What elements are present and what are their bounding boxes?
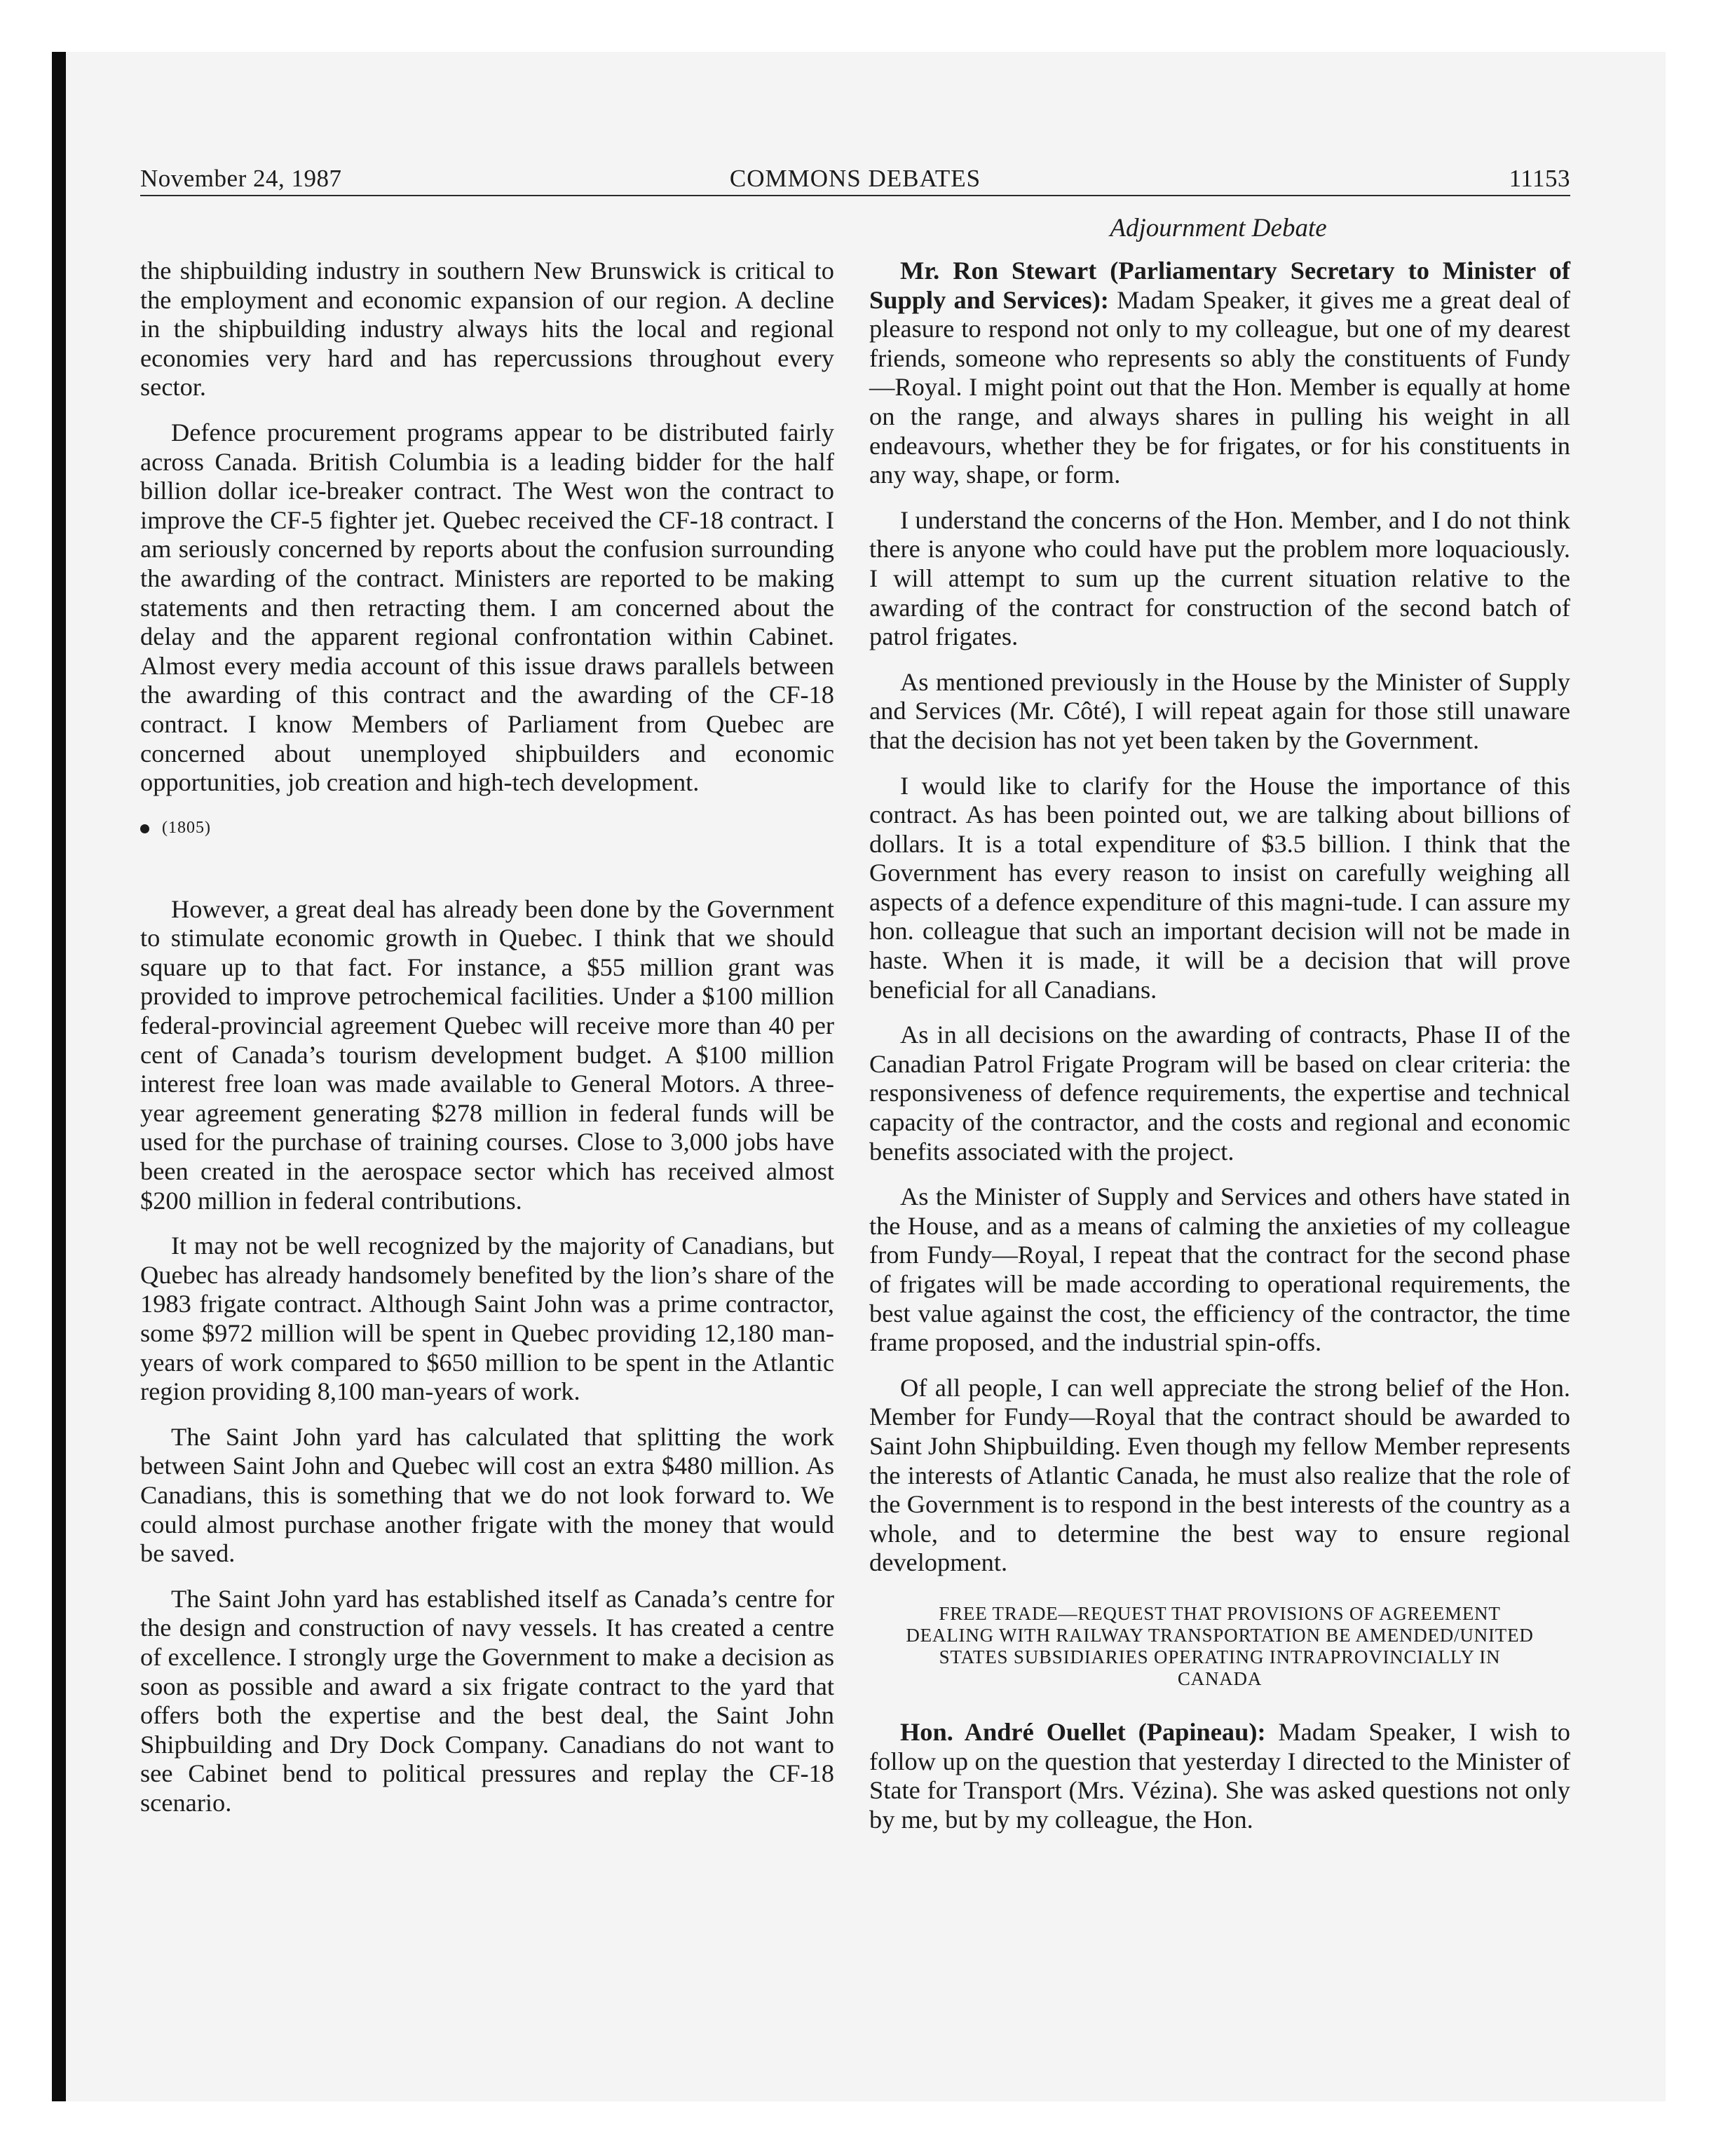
right-column [869, 257, 1570, 1850]
paragraph: I understand the concerns of the Hon. Member, and I do not think there is anyone who could have put the problem more loquaciously. I will attempt to sum up the current situation relative to the awarding of the contract for construction of the second batch of patrol frigates. [869, 505, 1570, 651]
header-title: COMMONS DEBATES [729, 165, 981, 192]
paragraph: As in all decisions on the awarding of contracts, Phase II of the Canadian Patrol Frigate Program will be based on clear criteria: the responsiveness of defence requirements, the expertise and technical capacity of the contractor, and the costs and regional and economic benefits associated with the project. [869, 1021, 1570, 1166]
left-column [140, 257, 834, 1834]
header-date: November 24, 1987 [140, 165, 342, 192]
paragraph: However, a great deal has already been done by the Government to stimulate economic growth in Quebec. I think that we should square up to that fact. For instance, a $55 million grant was provided to improve petrochemical facilities. Under a $100 million federal-provincial agreement Quebec will receive more than 40 per cent of Canada’s tourism development budget. A $100 million interest free loan was made available to General Motors. A three-year agreement generating $278 million in federal funds will be used for the purchase of training courses. Close to 3,000 jobs have been created in the aerospace sector which has received almost $200 million in federal contributions. [140, 894, 834, 1215]
header-page-number: 11153 [1509, 165, 1570, 192]
paragraph: As the Minister of Supply and Services and others have stated in the House, and as a means of calming the anxieties of my colleague from Fundy—Royal, I repeat that the contract for the second phase of frigates will be made according to operational requirements, the best value against the cost, the efficiency of the contractor, the time frame proposed, and the industrial spin-offs. [869, 1182, 1570, 1357]
speaker-name: Hon. André Ouellet (Papineau): [900, 1717, 1266, 1746]
paragraph [869, 257, 1570, 490]
section-title: Adjournment Debate [1110, 214, 1327, 243]
paragraph: It may not be well recognized by the majority of Canadians, but Quebec has already handsomely benefited by the lion’s share of the 1983 frigate contract. Although Saint John was a prime contractor, some $972 million will be spent in Quebec providing 12,180 man-years of work compared to $650 million to be spent in the Atlantic region providing 8,100 man-years of work. [140, 1231, 834, 1406]
paragraph: I would like to clarify for the House the importance of this contract. As has been pointed out, we are talking about billions of dollars. It is a total expenditure of $3.5 billion. I think that the Government has every reason to insist on carefully weighing all aspects of a defence expenditure of this magni-tude. I can assure my hon. colleague that such an important decision will not be made in haste. When it is made, it will be a decision that will prove beneficial for all Canadians. [869, 771, 1570, 1004]
paragraph: Defence procurement programs appear to be distributed fairly across Canada. British Columbia is a leading bidder for the half billion dollar ice-breaker contract. The West won the contract to improve the CF-5 fighter jet. Quebec received the CF-18 contract. I am seriously concerned by reports about the confusion surrounding the awarding of the contract. Ministers are reported to be making statements and then retracting them. I am concerned about the delay and the apparent regional confrontation within Cabinet. Almost every media account of this issue draws parallels between the awarding of this contract and the awarding of the CF-18 contract. I know Members of Parliament from Quebec are concerned about unemployed shipbuilders and economic opportunities, job creation and high-tech development. [140, 418, 834, 797]
speaker-name: Mr. Ron Stewart (Parliamentary Secretary to Minister of Supply and Services): [869, 257, 1570, 314]
paragraph: As mentioned previously in the House by the Minister of Supply and Services (Mr. Côté), I will repeat again for those still unaware that the decision has not yet been taken by the Government. [869, 667, 1570, 754]
bullet-dot-icon [140, 824, 149, 833]
header-rule [140, 195, 1570, 196]
paragraph: The Saint John yard has calculated that splitting the work between Saint John and Quebec will cost an extra $480 million. As Canadians, this is something that we do not look forward to. We could almost purchase another frigate with the money that would be saved. [140, 1422, 834, 1568]
page-header [140, 160, 1570, 198]
speech-text: Madam Speaker, it gives me a great deal of pleasure to respond not only to my colleague, but one of my dearest friends, someone who represents so ably the constituents of Fundy—Royal. I might point out that the Hon. Member is equally at home on the range, and always shares in pulling his weight in all endeavours, whether they be for frigates, or for his constituents in any way, shape, or form. [869, 285, 1570, 489]
time-marker-label: (1805) [162, 818, 211, 837]
speech-text: Madam Speaker, I wish to follow up on the question that yesterday I directed to the Minister of State for Transport (Mrs. Vézina). She was asked questions not only by me, but by my colleague, the Hon. [869, 1717, 1570, 1834]
paragraph [869, 1718, 1570, 1834]
paragraph: the shipbuilding industry in southern New Brunswick is critical to the employment and economic expansion of our region. A decline in the shipbuilding industry always hits the local and regional economies very hard and has repercussions throughout every sector. [140, 257, 834, 402]
time-marker [140, 814, 834, 842]
paragraph: Of all people, I can well appreciate the strong belief of the Hon. Member for Fundy—Royal that the contract should be awarded to Saint John Shipbuilding. Even though my fellow Member represents the interests of Atlantic Canada, he must also realize that the role of the Government is to respond in the best interests of the country as a whole, and to determine the best way to ensure regional development. [869, 1373, 1570, 1577]
debate-subject-heading: FREE TRADE—REQUEST THAT PROVISIONS OF AGREEMENT DEALING WITH RAILWAY TRANSPORTATION BE AMENDED/UNITED STATES SUBSIDIARIES OPERATING INTRAPROVINCIALLY IN CANADA [906, 1602, 1534, 1689]
paragraph: The Saint John yard has established itself as Canada’s centre for the design and construction of navy vessels. It has created a centre of excellence. I strongly urge the Government to make a decision as soon as possible and award a six frigate contract to the yard that offers both the expertise and the best deal, the Saint John Shipbuilding and Dry Dock Company. Canadians do not want to see Cabinet bend to political pressures and replay the CF-18 scenario. [140, 1584, 834, 1817]
scan-edge-bar [52, 52, 66, 2101]
